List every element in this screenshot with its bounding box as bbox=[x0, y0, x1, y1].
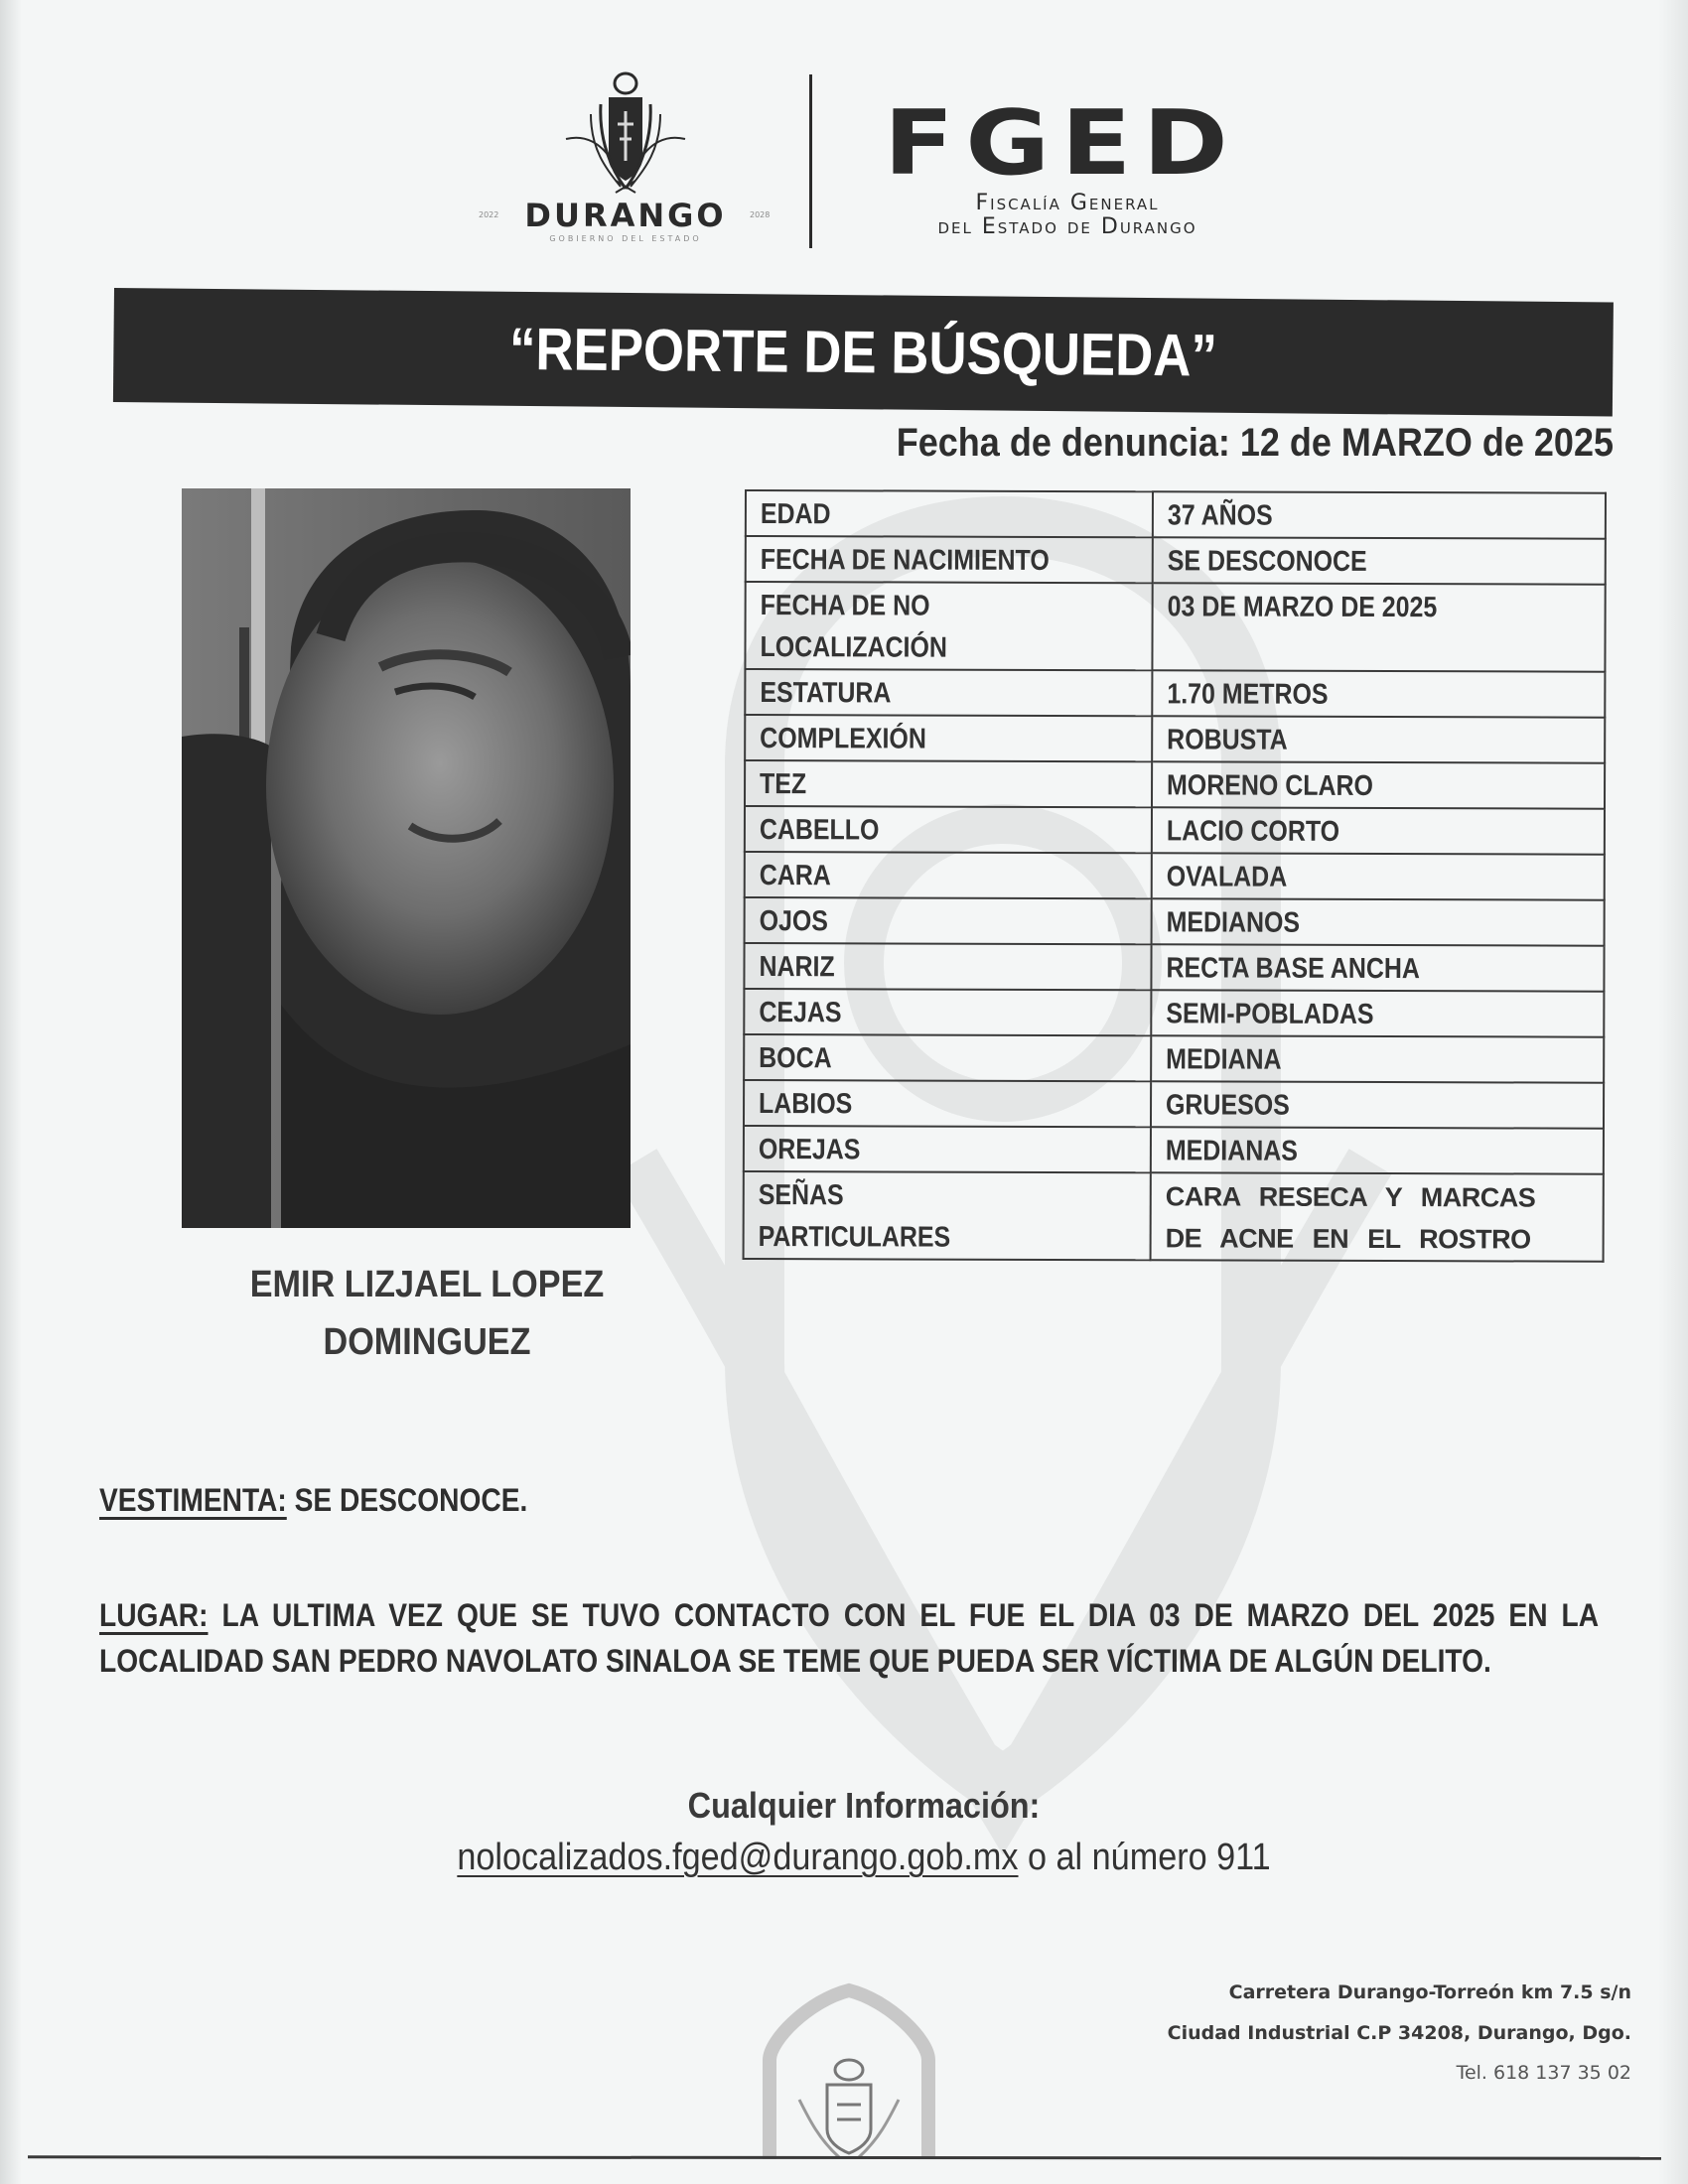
detail-label: FECHA DE NO LOCALIZACIÓN bbox=[760, 590, 947, 664]
detail-label-cell bbox=[744, 943, 1151, 990]
detail-value: SE DESCONOCE bbox=[1167, 545, 1367, 578]
detail-value: ROBUSTA bbox=[1167, 724, 1288, 756]
location-section bbox=[99, 1592, 1599, 1684]
detail-label: NARIZ bbox=[759, 951, 835, 984]
detail-label-cell bbox=[746, 490, 1153, 537]
table-row bbox=[745, 852, 1605, 900]
table-row bbox=[745, 806, 1605, 855]
table-row bbox=[745, 715, 1605, 763]
detail-label-cell bbox=[744, 989, 1151, 1035]
detail-label: CARA bbox=[759, 860, 831, 892]
detail-value: LACIO CORTO bbox=[1166, 815, 1340, 848]
detail-label: FECHA DE NACIMIENTO bbox=[760, 544, 1050, 577]
detail-label: COMPLEXIÓN bbox=[760, 723, 926, 755]
clothing-section bbox=[99, 1477, 1599, 1523]
person-details-table bbox=[743, 489, 1607, 1263]
detail-value-cell bbox=[1151, 1081, 1604, 1128]
detail-value-cell bbox=[1151, 944, 1604, 991]
detail-value-cell bbox=[1152, 583, 1605, 671]
footer-divider bbox=[28, 2155, 1661, 2159]
detail-value: 37 AÑOS bbox=[1167, 499, 1273, 532]
detail-value-cell bbox=[1152, 716, 1605, 762]
detail-value-cell bbox=[1153, 491, 1606, 538]
detail-label-cell bbox=[745, 852, 1152, 898]
detail-label: OJOS bbox=[759, 905, 828, 938]
detail-label-cell bbox=[745, 760, 1152, 807]
durango-year-left: 2022 bbox=[479, 210, 499, 219]
detail-value-cell bbox=[1151, 1127, 1604, 1173]
page-title: “REPORTE DE BÚSQUEDA” bbox=[508, 315, 1218, 389]
person-name-line2: DOMINGUEZ bbox=[323, 1321, 531, 1363]
detail-value: RECTA BASE ANCHA bbox=[1166, 952, 1420, 986]
detail-label: OREJAS bbox=[758, 1134, 861, 1166]
detail-value-cell bbox=[1152, 853, 1605, 899]
detail-label-cell bbox=[746, 536, 1153, 583]
detail-value: 03 DE MARZO DE 2025 bbox=[1167, 591, 1438, 624]
scan-edge-right bbox=[1658, 0, 1688, 2184]
detail-label-cell bbox=[745, 669, 1152, 716]
fged-logo-line1: Fiscalía General bbox=[975, 191, 1160, 215]
fged-logo-line2: del Estado de Durango bbox=[937, 214, 1197, 239]
detail-value-cell bbox=[1151, 990, 1604, 1036]
table-row bbox=[745, 669, 1605, 718]
durango-crest-icon bbox=[561, 69, 690, 194]
durango-year-right: 2028 bbox=[750, 210, 771, 219]
detail-label: CEJAS bbox=[759, 997, 842, 1029]
contact-line bbox=[354, 1837, 1373, 1879]
detail-value-cell bbox=[1152, 898, 1605, 945]
table-row bbox=[745, 582, 1605, 672]
table-row bbox=[744, 943, 1604, 992]
detail-label: LABIOS bbox=[759, 1088, 853, 1121]
detail-value-cell bbox=[1152, 807, 1605, 854]
missing-person-photo bbox=[182, 488, 631, 1228]
detail-value-cell bbox=[1151, 1035, 1604, 1082]
detail-value: MEDIANOS bbox=[1166, 906, 1301, 939]
table-row bbox=[744, 989, 1604, 1037]
person-name bbox=[212, 1256, 641, 1371]
detail-value: GRUESOS bbox=[1166, 1089, 1290, 1122]
table-row bbox=[745, 897, 1605, 946]
detail-label-cell bbox=[744, 1034, 1151, 1081]
clothing-text: SE DESCONOCE. bbox=[286, 1482, 528, 1518]
clothing-label: VESTIMENTA: bbox=[99, 1482, 287, 1518]
durango-logo-text: DURANGO bbox=[524, 197, 727, 234]
detail-label: BOCA bbox=[759, 1042, 832, 1075]
detail-label: TEZ bbox=[760, 768, 807, 801]
person-photo-icon bbox=[182, 488, 631, 1228]
footer-seal-icon bbox=[750, 1980, 948, 2159]
detail-value: MORENO CLARO bbox=[1167, 769, 1373, 802]
detail-label-cell bbox=[745, 715, 1152, 761]
detail-label: SEÑAS PARTICULARES bbox=[758, 1179, 951, 1254]
detail-value-cell bbox=[1153, 537, 1606, 584]
detail-label-cell bbox=[745, 582, 1152, 670]
detail-label-cell bbox=[744, 1126, 1151, 1172]
location-label: LUGAR: bbox=[99, 1597, 209, 1633]
detail-label-cell bbox=[744, 1171, 1151, 1260]
table-row bbox=[746, 536, 1606, 585]
table-row bbox=[745, 760, 1605, 809]
detail-value: MEDIANAS bbox=[1165, 1135, 1298, 1167]
footer-address-line2: Ciudad Industrial C.P 34208, Durango, Dgo. bbox=[1167, 2022, 1631, 2044]
fged-logo-text: FGED bbox=[884, 91, 1240, 196]
durango-logo-subtitle: GOBIERNO DEL ESTADO bbox=[549, 234, 702, 243]
detail-value-cell bbox=[1151, 1172, 1604, 1261]
table-row bbox=[744, 1034, 1604, 1083]
title-banner bbox=[113, 288, 1614, 416]
table-row bbox=[744, 1080, 1604, 1129]
detail-value: CARA RESECA Y MARCAS DE ACNE EN EL ROSTRO bbox=[1165, 1181, 1536, 1255]
detail-value: SEMI-POBLADAS bbox=[1166, 998, 1374, 1030]
scan-edge-left bbox=[0, 0, 22, 2184]
detail-value: OVALADA bbox=[1166, 861, 1288, 893]
detail-label: EDAD bbox=[760, 498, 831, 531]
detail-label: ESTATURA bbox=[760, 677, 892, 710]
detail-label-cell bbox=[745, 806, 1152, 853]
table-row bbox=[744, 1126, 1604, 1174]
detail-value-cell bbox=[1152, 670, 1605, 717]
table-row bbox=[744, 1171, 1604, 1262]
footer-phone: Tel. 618 137 35 02 bbox=[1456, 2062, 1631, 2084]
header-divider bbox=[809, 74, 812, 248]
report-date: Fecha de denuncia: 12 de MARZO de 2025 bbox=[896, 421, 1614, 465]
contact-phone-text: o al número 911 bbox=[1018, 1837, 1271, 1878]
footer-address-line1: Carretera Durango-Torreón km 7.5 s/n bbox=[1228, 1981, 1631, 2003]
contact-email-link[interactable]: nolocalizados.fged@durango.gob.mx bbox=[457, 1837, 1019, 1878]
detail-label-cell bbox=[744, 1080, 1151, 1127]
table-row bbox=[746, 490, 1606, 539]
detail-label: CABELLO bbox=[759, 814, 880, 847]
detail-label-cell bbox=[745, 897, 1152, 944]
person-name-line1: EMIR LIZJAEL LOPEZ bbox=[249, 1264, 605, 1305]
detail-value: 1.70 METROS bbox=[1167, 678, 1329, 711]
detail-value: MEDIANA bbox=[1166, 1043, 1282, 1076]
detail-value-cell bbox=[1152, 761, 1605, 808]
contact-heading: Cualquier Información: bbox=[687, 1785, 1041, 1826]
location-text: LA ULTIMA VEZ QUE SE TUVO CONTACTO CON EL FUE EL DIA 03 DE MARZO DEL 2025 EN LA LOCALIDAD SAN PEDRO NAVOLATO SINALOA SE TEME QUE PUEDA SER VÍCTIMA DE ALGÚN DELITO. bbox=[99, 1597, 1600, 1679]
